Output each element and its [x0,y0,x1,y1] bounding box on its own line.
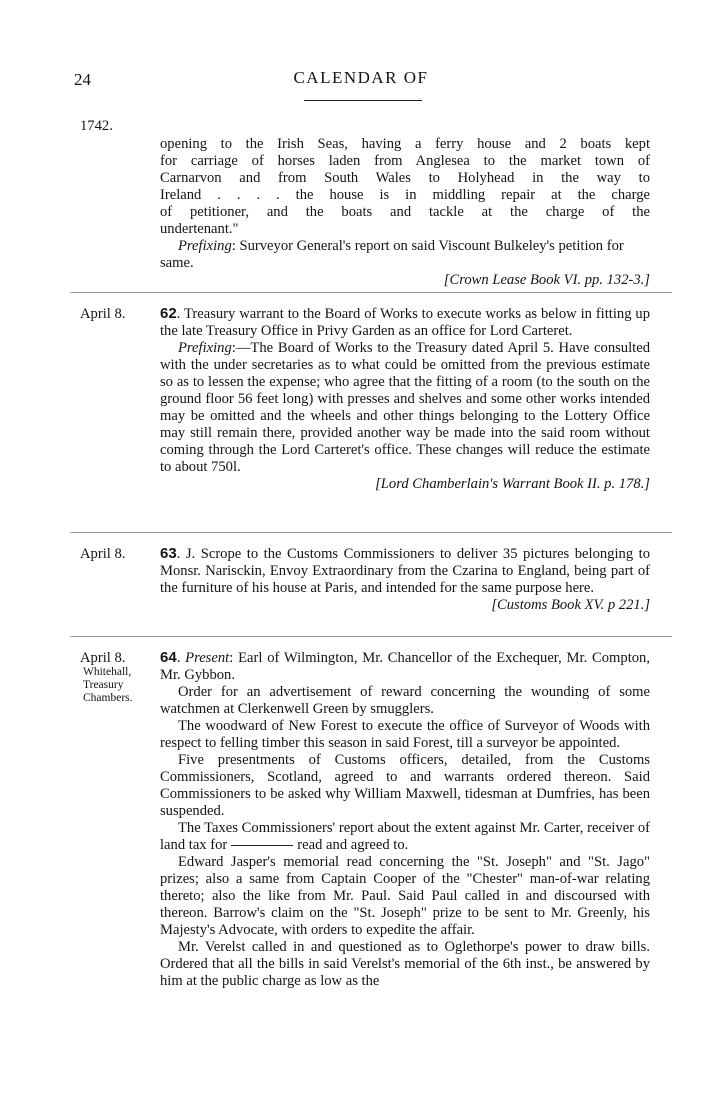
minute-paragraph: Mr. Verelst called in and questioned as to Oglethorpe's power to draw bills. Ordered that all the bills in said Verelst's memorial of the 6th inst., be answered by him at the public charge as low as the [160,939,650,989]
prefix-label: Prefixing [178,340,232,356]
margin-date: April 8. [80,306,126,322]
minute-paragraph: Five presentments of Customs officers, detailed, from the Customs Commissioners, Scotland, agreed to and warrants ordered thereon. Said Commissioners to be asked why William Maxwell, tidesman at Dumfries, has been suspended. [160,752,650,819]
margin-place-line: Treasury [83,679,124,691]
minute-paragraph: The woodward of New Forest to execute the office of Surveyor of Woods with respect to felling timber this season in said Forest, till a surveyor be appointed. [160,718,650,751]
entry-64 [160,649,650,990]
prefix-label: Prefixing [178,238,232,254]
margin-place-line: Chambers. [83,692,133,704]
entry-number: 64 [160,649,177,666]
entry-62 [160,305,650,493]
entry-text [160,545,650,597]
entry-text: 64. Present: Earl of Wilmington, Mr. Chancellor of the Exchequer, Mr. Compton, Mr. Gybbon. [160,649,651,683]
entry-text [160,305,650,340]
prefix-text: :—The Board of Works to the Treasury dated April 5. Have consulted with the under secretaries as to what could be omitted from the previous estimate so as to lessen the expense; who agree that the fitting of a room (to the south on the ground floor 56 feet long) with presses and shelves and some other works intended may be omitted and the wheels and other things belonging to the Lottery Office may still remain there, provided another way be made into the said room without coming through the Lord Carteret's office. These changes will reduce the estimate to about 750l. [160,340,650,475]
running-title: CALENDAR OF [293,68,429,87]
entry-separator [70,532,672,533]
entry-number: 63 [160,545,177,562]
page-number: 24 [74,70,91,89]
entry-body: . Treasury warrant to the Board of Works to execute works as below in fitting up the late Treasury Office in Privy Garden as an office for Lord Carteret. [160,306,650,339]
text-line: Ireland . . . . the house is in middling repair at the charge [160,187,650,203]
minute-paragraph: Edward Jasper's memorial read concerning the "St. Joseph" and "St. Jago" prizes; also a same from Captain Cooper of the "Chester" man-of-war relating thereto; also the like from Mr. Paul. Said Paul called in and discoursed with thereon. Barrow's claim on the "St. Joseph" prize to be sent to Mr. Greenly, his Majesty's Advocate, with orders to expedite the affair. [160,854,650,938]
margin-place-line: Whitehall, [83,666,132,678]
entry-reference: [Lord Chamberlain's Warrant Book II. p. 178.] [375,476,650,492]
prefix-text: : Surveyor General's report on said Viscount Bulkeley's petition for same. [160,238,624,271]
blank-rule [231,845,293,846]
header-rule [304,100,422,101]
minute-paragraph: Order for an advertisement of reward concerning the wounding of some watchmen at Clerkenwell Green by smugglers. [160,684,650,717]
text-line: of petitioner, and the boats and tackle at the charge of the [160,204,650,220]
entry-separator [70,292,672,293]
entry-reference: [Customs Book XV. p 221.] [491,597,650,613]
present-text: : Earl of Wilmington, Mr. Chancellor of the Exchequer, Mr. Compton, Mr. Gybbon. [160,650,651,683]
prefix-paragraph [160,238,650,272]
margin-place [83,666,133,705]
prefix-paragraph [160,340,650,476]
text-line: undertenant." [160,221,239,237]
entry-63 [160,545,650,614]
text-line: opening to the Irish Seas, having a ferry house and 2 boats kept [160,136,650,152]
present-label: Present [185,650,230,666]
minute-paragraph: The Taxes Commissioners' report about the extent against Mr. Carter, receiver of land tax for read and agreed to. [160,820,650,853]
text-line: Carnarvon and from South Wales to Holyhead in the way to [160,170,650,186]
entry-continuation [160,136,650,289]
margin-date: April 8. [80,650,126,666]
entry-body: . J. Scrope to the Customs Commissioners to deliver 35 pictures belonging to Monsr. Narisckin, Envoy Extraordinary from the Czarina to England, being part of the furniture of his house at Paris, and intended for the same purpose here. [160,546,650,596]
entry-reference: [Crown Lease Book VI. pp. 132-3.] [443,272,650,288]
text-line: for carriage of horses laden from Anglesea to the market town of [160,153,650,169]
margin-year: 1742. [80,118,113,134]
entry-separator [70,636,672,637]
entry-number: 62 [160,305,177,322]
margin-date: April 8. [80,546,126,562]
